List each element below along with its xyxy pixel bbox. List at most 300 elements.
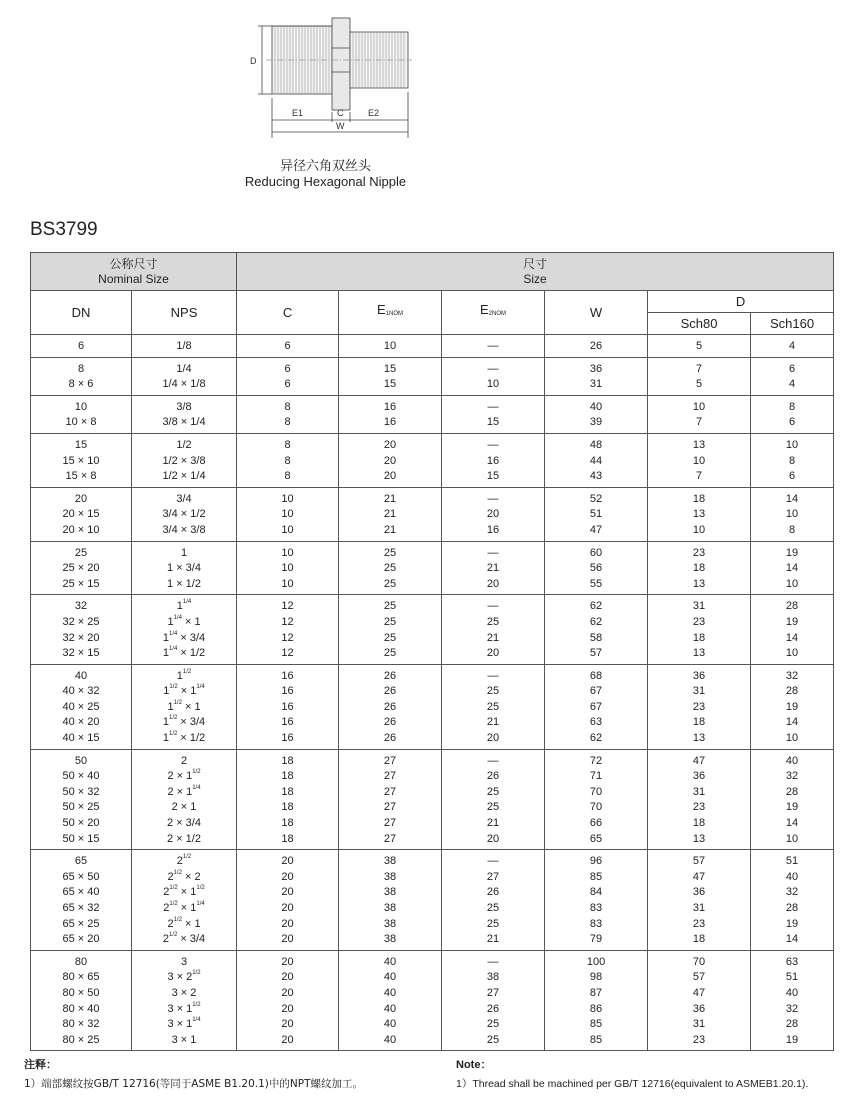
cell-value: 20 <box>383 470 397 483</box>
cell-value: 3/4 × 1/2 <box>162 508 206 521</box>
cell-value: 23 <box>692 546 706 559</box>
cell-s160 <box>751 664 834 749</box>
cell-value: 26 <box>486 1002 500 1015</box>
cell-value: 7 <box>695 470 703 483</box>
cell-value: $2^{1/2} \times 1^{1/2}$ <box>163 885 205 899</box>
cell-value: 20 <box>281 1002 294 1015</box>
cell-value: 1 <box>180 546 188 559</box>
cell-value: 32 <box>74 600 88 613</box>
cell-value: 25 <box>486 801 500 814</box>
col-nps: NPS <box>132 291 237 335</box>
cell-value: 21 <box>383 492 397 505</box>
cell-value: 50 <box>74 754 88 767</box>
cell-value: 65 <box>74 855 88 868</box>
cell-value: 65 <box>589 832 603 845</box>
cell-value: $3 \times 1^{1/2}$ <box>167 1001 201 1015</box>
cell-value: 19 <box>785 700 799 713</box>
cell-nps <box>132 487 237 541</box>
cell-e1 <box>339 595 442 664</box>
cell-e1 <box>339 950 442 1051</box>
cell-value: 40 <box>785 986 799 999</box>
cell-c <box>237 950 339 1051</box>
cell-value: $2^{1/2} \times 1$ <box>167 916 201 930</box>
cell-value: 25 × 15 <box>62 577 100 590</box>
cell-value: 31 <box>692 902 706 914</box>
cell-value: 20 <box>486 577 500 590</box>
cell-value: 10 <box>74 400 88 413</box>
cell-value: 47 <box>692 870 706 883</box>
cell-value: 15 <box>74 438 88 451</box>
cell-value: 38 <box>383 933 397 946</box>
cell-value: 80 × 40 <box>62 1002 100 1015</box>
cell-value: 12 <box>281 615 294 628</box>
cell-value: 16 <box>281 716 294 729</box>
cell-e1 <box>339 664 442 749</box>
cell-c <box>237 749 339 850</box>
col-e2 <box>442 291 545 335</box>
cell-value: — <box>487 400 499 413</box>
cell-value: 26 <box>589 340 603 352</box>
cell-value: 1/2 <box>176 438 192 451</box>
cell-value: 86 <box>589 1002 603 1015</box>
cell-nps <box>132 749 237 850</box>
cell-value: 55 <box>589 577 603 590</box>
cell-value: 62 <box>589 615 603 628</box>
cell-value: 28 <box>785 785 799 798</box>
cell-value: 28 <box>785 685 799 698</box>
cell-value: 25 <box>486 1033 500 1046</box>
cell-value: 20 <box>281 1033 294 1046</box>
cell-value: 1/2 × 3/8 <box>162 454 206 467</box>
cell-value: 26 <box>383 685 397 698</box>
cell-value: $2^{1/2} \times 1^{1/4}$ <box>163 901 205 914</box>
cell-value: 23 <box>692 917 706 930</box>
col-dn: DN <box>31 291 132 335</box>
cell-value: 16 <box>281 732 294 745</box>
cell-value: — <box>487 669 499 682</box>
nipple-diagram <box>240 8 430 148</box>
cell-value: 18 <box>692 817 706 830</box>
cell-value: 16 <box>281 685 294 698</box>
cell-value: 2 × 1/2 <box>167 832 201 845</box>
cell-value: 36 <box>692 1002 706 1015</box>
col-sch160: Sch160 <box>751 313 834 335</box>
cell-value: 40 × 15 <box>62 732 100 745</box>
cell-value: 65 × 50 <box>62 870 100 883</box>
cell-value: 20 <box>281 902 294 914</box>
cell-e1 <box>339 395 442 433</box>
cell-value: — <box>487 362 499 375</box>
cell-value: — <box>487 340 499 352</box>
cell-value: 40 <box>383 1002 397 1015</box>
cell-value: $1^{1/4} \times 3/4$ <box>162 630 206 644</box>
cell-value: $1^{1/4} \times 1$ <box>167 614 201 628</box>
cell-e2 <box>442 950 545 1051</box>
cell-value: 14 <box>785 933 799 946</box>
cell-value: 1/8 <box>176 340 192 352</box>
cell-value: 15 <box>383 362 397 375</box>
cell-s80 <box>648 850 751 951</box>
cell-value: 3/4 × 3/8 <box>162 523 206 536</box>
cell-value: — <box>487 855 499 868</box>
cell-value: 18 <box>281 832 294 845</box>
cell-value: 67 <box>589 700 603 713</box>
cell-value: 6 <box>284 362 291 375</box>
cell-value: 18 <box>281 801 294 814</box>
col-e1-sub: 1NOM <box>385 311 404 318</box>
cell-s80 <box>648 357 751 395</box>
cell-nps <box>132 357 237 395</box>
cell-value: — <box>487 438 499 451</box>
header-row-sub <box>31 291 834 313</box>
cell-value: 8 <box>284 400 291 413</box>
cell-value: 14 <box>785 631 799 644</box>
cell-value: 2 × 1 <box>171 801 197 814</box>
cell-value: 8 × 6 <box>68 378 94 391</box>
cell-value: 85 <box>589 870 603 883</box>
cell-value: 31 <box>692 600 706 613</box>
cell-value: 38 <box>383 870 397 883</box>
cell-s160 <box>751 595 834 664</box>
cell-w <box>545 595 648 664</box>
cell-value: 36 <box>692 770 706 783</box>
cell-value: $1^{1/4} \times 1/2$ <box>162 646 206 660</box>
cell-value: 20 <box>281 971 294 984</box>
dim-e1-label: E1 <box>292 108 304 118</box>
cell-value: 10 <box>281 508 294 521</box>
cell-value: 3 × 2 <box>171 986 197 999</box>
cell-value: 50 × 40 <box>62 770 100 783</box>
cell-value: 10 <box>281 492 294 505</box>
cell-e2 <box>442 850 545 951</box>
cell-value: 40 <box>74 669 88 682</box>
cell-value: 10 <box>785 647 799 660</box>
cell-value: 85 <box>589 1018 603 1031</box>
cell-nps <box>132 395 237 433</box>
cell-value: 32 <box>785 770 799 783</box>
cell-value: 18 <box>692 562 706 575</box>
cell-value: 26 <box>383 732 397 745</box>
caption-chinese: 异径六角双丝头 <box>279 159 371 174</box>
table-row-group <box>31 395 834 433</box>
cell-value: 32 <box>785 669 799 682</box>
cell-value: $1^{1/2} \times 1/2$ <box>162 731 206 745</box>
cell-value: 21 <box>486 562 500 575</box>
cell-value: 51 <box>785 971 799 984</box>
cell-dn <box>31 487 132 541</box>
cell-value: — <box>487 546 499 559</box>
cell-value: 79 <box>589 933 603 946</box>
cell-value: 66 <box>589 817 603 830</box>
cell-value: 80 × 50 <box>62 986 100 999</box>
cell-nps <box>132 595 237 664</box>
col-e1 <box>339 291 442 335</box>
cell-c <box>237 433 339 487</box>
cell-value: 26 <box>486 886 500 899</box>
cell-dn <box>31 335 132 358</box>
cell-value: 20 <box>281 955 294 968</box>
cell-value: 38 <box>383 917 397 930</box>
cell-w <box>545 850 648 951</box>
cell-value: 98 <box>589 971 603 984</box>
cell-value: 65 × 20 <box>62 933 100 946</box>
cell-value: 65 × 25 <box>62 917 100 930</box>
cell-value: 27 <box>383 801 397 814</box>
cell-value: 12 <box>281 647 294 660</box>
cell-value: 16 <box>486 454 500 467</box>
cell-value: 40 <box>383 1018 397 1031</box>
cell-value: 38 <box>486 971 500 984</box>
cell-value: 40 <box>785 754 799 767</box>
cell-value: 25 <box>383 577 397 590</box>
cell-value: 83 <box>589 902 603 914</box>
cell-value: 25 <box>486 902 500 914</box>
cell-s160 <box>751 541 834 595</box>
cell-value: $2^{1/2} \times 2$ <box>167 869 201 883</box>
note-text-zh: 1）端部螺纹按GB/T 12716(等同于ASME B1.20.1)中的NPT螺纹加工。 <box>24 1078 363 1090</box>
cell-value: 1/4 <box>176 362 192 375</box>
cell-value: 6 <box>77 340 85 352</box>
cell-value: 27 <box>383 817 397 830</box>
cell-value: 23 <box>692 1033 706 1046</box>
cell-value: 52 <box>589 492 603 505</box>
cell-value: 27 <box>383 754 397 767</box>
cell-value: 56 <box>589 562 603 575</box>
standard-title: BS3799 <box>30 219 98 240</box>
cell-value: 40 <box>383 986 397 999</box>
cell-value: 40 <box>383 1033 397 1046</box>
cell-value: 27 <box>383 785 397 798</box>
cell-dn <box>31 395 132 433</box>
cell-value: 80 × 65 <box>62 971 100 984</box>
cell-c <box>237 595 339 664</box>
cell-value: 25 <box>383 631 397 644</box>
cell-value: 3 <box>180 955 188 968</box>
cell-value: $3 \times 2^{1/2}$ <box>167 970 201 984</box>
cell-value: 10 <box>785 577 799 590</box>
cell-nps <box>132 433 237 487</box>
cell-value: 8 <box>788 523 796 536</box>
cell-value: 16 <box>281 700 294 713</box>
cell-dn <box>31 850 132 951</box>
table-row-group <box>31 541 834 595</box>
cell-value: 10 <box>281 523 294 536</box>
cell-s80 <box>648 335 751 358</box>
cell-value: 18 <box>692 492 706 505</box>
cell-value: 27 <box>383 770 397 783</box>
cell-value: 10 <box>785 832 799 845</box>
cell-value: 80 × 32 <box>62 1018 100 1031</box>
cell-value: 12 <box>281 631 294 644</box>
cell-value: 20 <box>281 855 294 868</box>
cell-value: 23 <box>692 615 706 628</box>
dim-c-label: C <box>337 108 344 118</box>
nominal-size-en: Nominal Size <box>98 271 169 286</box>
cell-e2 <box>442 595 545 664</box>
cell-value: 14 <box>785 562 799 575</box>
cell-value: 63 <box>785 955 799 968</box>
cell-value: 6 <box>284 378 291 391</box>
cell-s160 <box>751 950 834 1051</box>
cell-value: 18 <box>281 785 294 798</box>
table-row-group <box>31 357 834 395</box>
cell-e2 <box>442 664 545 749</box>
cell-value: 6 <box>788 416 796 429</box>
cell-value: 36 <box>692 886 706 899</box>
cell-value: 25 <box>383 562 397 575</box>
cell-value: 1/2 × 1/4 <box>162 470 206 483</box>
cell-value: 20 × 10 <box>62 523 100 536</box>
cell-value: 13 <box>692 438 706 451</box>
cell-value: 4 <box>788 340 796 352</box>
cell-value: 40 <box>589 400 603 413</box>
cell-value: 14 <box>785 492 799 505</box>
cell-value: 14 <box>785 716 799 729</box>
cell-e1 <box>339 749 442 850</box>
note-heading-zh: 注释： <box>24 1058 57 1071</box>
cell-w <box>545 357 648 395</box>
cell-s80 <box>648 541 751 595</box>
cell-value: 40 <box>785 870 799 883</box>
cell-value: 8 <box>788 400 796 413</box>
col-w: W <box>545 291 648 335</box>
cell-value: 25 <box>486 785 500 798</box>
cell-e2 <box>442 487 545 541</box>
cell-e2 <box>442 357 545 395</box>
table-row-group <box>31 487 834 541</box>
cell-nps <box>132 335 237 358</box>
cell-c <box>237 357 339 395</box>
cell-value: 18 <box>692 716 706 729</box>
cell-value: — <box>487 600 499 613</box>
cell-value: 20 <box>281 870 294 883</box>
cell-value: 21 <box>486 631 500 644</box>
cell-value: 36 <box>589 362 603 375</box>
cell-value: 36 <box>692 669 706 682</box>
cell-nps <box>132 541 237 595</box>
size-header <box>237 253 834 291</box>
cell-value: 13 <box>692 647 706 660</box>
cell-c <box>237 664 339 749</box>
cell-value: 39 <box>589 416 603 429</box>
cell-value: 18 <box>692 933 706 946</box>
cell-value: 25 <box>486 917 500 930</box>
cell-value: 18 <box>692 631 706 644</box>
cell-value: 10 <box>785 508 799 521</box>
cell-value: 18 <box>281 817 294 830</box>
cell-value: 21 <box>383 508 397 521</box>
cell-value: 25 <box>383 600 397 613</box>
cell-s80 <box>648 395 751 433</box>
cell-w <box>545 487 648 541</box>
cell-value: $2^{1/2}$ <box>176 854 192 868</box>
cell-value: 1/4 × 1/8 <box>162 378 206 391</box>
cell-s160 <box>751 395 834 433</box>
cell-value: 8 <box>284 454 291 467</box>
cell-value: 40 × 25 <box>62 700 100 713</box>
cell-value: 8 <box>284 470 291 483</box>
cell-dn <box>31 664 132 749</box>
cell-value: 15 × 8 <box>65 470 97 483</box>
cell-value: 57 <box>589 647 603 660</box>
col-e2-sub: 2NOM <box>488 311 507 318</box>
cell-value: 38 <box>383 855 397 868</box>
cell-value: 70 <box>692 955 706 968</box>
cell-value: 31 <box>589 378 603 391</box>
cell-value: 20 <box>281 986 294 999</box>
spec-table <box>30 252 834 1051</box>
cell-value: 20 <box>281 917 294 930</box>
cell-value: 57 <box>692 855 706 868</box>
cell-c <box>237 541 339 595</box>
cell-value: 3/8 <box>176 400 192 413</box>
cell-c <box>237 487 339 541</box>
cell-value: 19 <box>785 801 799 814</box>
cell-value: 5 <box>695 340 703 352</box>
cell-value: 6 <box>284 340 291 352</box>
cell-value: 3/8 × 1/4 <box>162 416 206 429</box>
cell-value: 32 × 25 <box>62 615 100 628</box>
cell-value: 20 <box>281 886 294 899</box>
cell-value: 14 <box>785 817 799 830</box>
cell-value: 3/4 <box>176 492 192 505</box>
cell-w <box>545 335 648 358</box>
cell-value: 27 <box>486 986 500 999</box>
cell-s80 <box>648 950 751 1051</box>
cell-w <box>545 664 648 749</box>
table-row-group <box>31 850 834 951</box>
cell-value: 68 <box>589 669 603 682</box>
cell-value: $1^{1/4}$ <box>176 599 192 613</box>
cell-value: 10 <box>281 546 294 559</box>
cell-value: 87 <box>589 986 603 999</box>
cell-value: 27 <box>383 832 397 845</box>
cell-value: 7 <box>695 362 703 375</box>
table-row-group <box>31 950 834 1051</box>
cell-value: 80 × 25 <box>62 1033 100 1046</box>
cell-value: 25 <box>383 647 397 660</box>
cell-value: 20 <box>383 454 397 467</box>
cell-value: 47 <box>589 523 603 536</box>
cell-s80 <box>648 595 751 664</box>
cell-value: 10 <box>281 577 294 590</box>
cell-value: 25 <box>486 1018 500 1031</box>
cell-value: 38 <box>383 902 397 914</box>
cell-value: 25 <box>383 615 397 628</box>
cell-value: 16 <box>383 416 397 429</box>
cell-value: — <box>487 754 499 767</box>
cell-value: 10 <box>785 732 799 745</box>
cell-e1 <box>339 850 442 951</box>
cell-value: 96 <box>589 855 603 868</box>
cell-value: 20 <box>383 438 397 451</box>
cell-e2 <box>442 335 545 358</box>
cell-value: 40 <box>383 955 397 968</box>
caption-english: Reducing Hexagonal Nipple <box>244 174 407 189</box>
cell-value: 100 <box>586 955 606 968</box>
cell-value: 20 <box>486 732 500 745</box>
cell-w <box>545 749 648 850</box>
cell-value: 15 <box>486 416 500 429</box>
note-text-en: 1）Thread shall be machined per GB/T 12716(equivalent to ASMEB1.20.1). <box>456 1078 809 1090</box>
cell-value: 47 <box>692 986 706 999</box>
cell-value: 26 <box>383 716 397 729</box>
cell-value: 15 <box>383 378 397 391</box>
cell-value: 16 <box>281 669 294 682</box>
cell-value: 31 <box>692 685 706 698</box>
cell-value: 25 <box>486 615 500 628</box>
cell-value: 4 <box>788 378 796 391</box>
